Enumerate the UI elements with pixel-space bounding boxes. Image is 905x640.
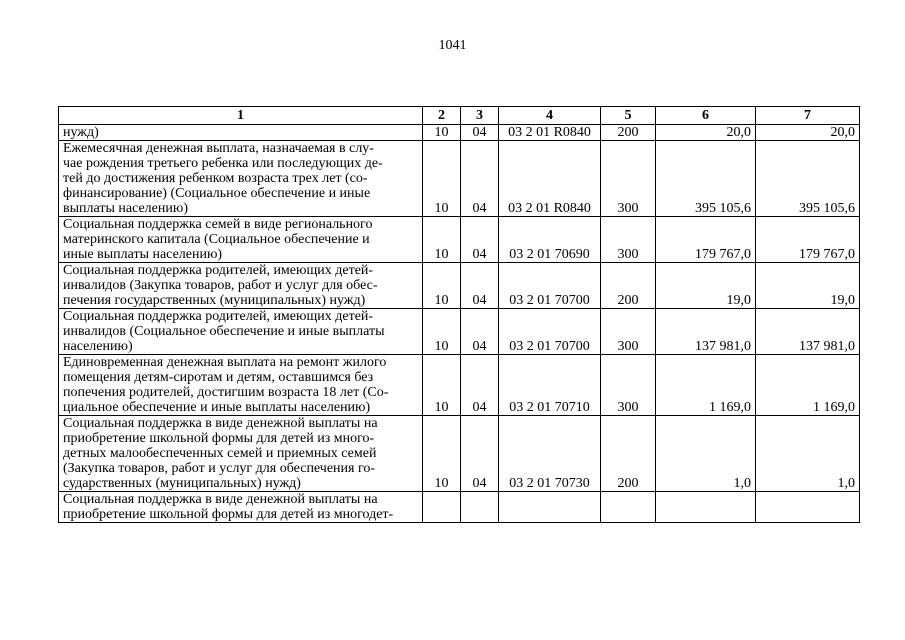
row-target-article: 03 2 01 70690	[499, 217, 601, 263]
row-target-article: 03 2 01 R0840	[499, 125, 601, 141]
row-section-code: 10	[423, 416, 461, 492]
table-row	[59, 263, 860, 309]
row-expense-type: 300	[601, 141, 656, 217]
header-col-1: 1	[59, 107, 423, 125]
row-description: Ежемесячная денежная выплата, назначаемая в слу- чае рождения третьего ребенка или последующих де- тей до достижения ребенком возраста трех лет (со- финансирование) (Социальное обеспечение и иные выплаты населению)	[59, 141, 423, 217]
header-row	[59, 107, 860, 125]
row-target-article: 03 2 01 70700	[499, 263, 601, 309]
row-section-code	[423, 492, 461, 523]
row-amount-col7: 19,0	[756, 263, 860, 309]
row-expense-type: 300	[601, 355, 656, 416]
row-amount-col7: 1 169,0	[756, 355, 860, 416]
row-subsection-code: 04	[461, 217, 499, 263]
row-description: Единовременная денежная выплата на ремонт жилого помещения детям-сиротам и детям, оставшимся без попечения родителей, достигшим возраста 18 лет (Со- циальное обеспечение и иные выплаты населению)	[59, 355, 423, 416]
row-section-code: 10	[423, 309, 461, 355]
page-number: 1041	[438, 38, 467, 53]
table-row	[59, 141, 860, 217]
row-expense-type	[601, 492, 656, 523]
row-amount-col7: 179 767,0	[756, 217, 860, 263]
header-col-4: 4	[499, 107, 601, 125]
row-amount-col7: 137 981,0	[756, 309, 860, 355]
table-row	[59, 217, 860, 263]
row-subsection-code: 04	[461, 141, 499, 217]
row-subsection-code: 04	[461, 355, 499, 416]
row-description: Социальная поддержка семей в виде регионального материнского капитала (Социальное обеспечение и иные выплаты населению)	[59, 217, 423, 263]
table-row	[59, 416, 860, 492]
row-target-article	[499, 492, 601, 523]
row-section-code: 10	[423, 217, 461, 263]
row-target-article: 03 2 01 70730	[499, 416, 601, 492]
row-expense-type: 200	[601, 416, 656, 492]
row-expense-type: 300	[601, 309, 656, 355]
row-description: нужд)	[59, 125, 423, 141]
row-expense-type: 200	[601, 263, 656, 309]
table-row	[59, 309, 860, 355]
row-target-article: 03 2 01 R0840	[499, 141, 601, 217]
header-col-2: 2	[423, 107, 461, 125]
row-subsection-code: 04	[461, 125, 499, 141]
row-amount-col6: 137 981,0	[656, 309, 756, 355]
row-amount-col6: 395 105,6	[656, 141, 756, 217]
row-expense-type: 200	[601, 125, 656, 141]
row-amount-col6: 20,0	[656, 125, 756, 141]
header-col-3: 3	[461, 107, 499, 125]
row-target-article: 03 2 01 70710	[499, 355, 601, 416]
row-expense-type: 300	[601, 217, 656, 263]
table-row	[59, 355, 860, 416]
row-amount-col7: 1,0	[756, 416, 860, 492]
row-description: Социальная поддержка родителей, имеющих детей- инвалидов (Закупка товаров, работ и услуг для обес- печения государственных (муниципальных) нужд)	[59, 263, 423, 309]
row-amount-col6: 1 169,0	[656, 355, 756, 416]
row-amount-col7	[756, 492, 860, 523]
row-description: Социальная поддержка в виде денежной выплаты на приобретение школьной формы для детей из многодет-	[59, 492, 423, 523]
row-subsection-code: 04	[461, 309, 499, 355]
header-col-6: 6	[656, 107, 756, 125]
row-subsection-code	[461, 492, 499, 523]
header-col-7: 7	[756, 107, 860, 125]
row-description: Социальная поддержка родителей, имеющих детей- инвалидов (Социальное обеспечение и иные выплаты населению)	[59, 309, 423, 355]
row-amount-col6	[656, 492, 756, 523]
row-section-code: 10	[423, 125, 461, 141]
row-description: Социальная поддержка в виде денежной выплаты на приобретение школьной формы для детей из много- детных малообеспеченных семей и приемных семей (Закупка товаров, работ и услуг для обеспечения го- сударственных (муниципальных) нужд)	[59, 416, 423, 492]
row-section-code: 10	[423, 355, 461, 416]
row-amount-col7: 20,0	[756, 125, 860, 141]
row-subsection-code: 04	[461, 263, 499, 309]
table-row	[59, 492, 860, 523]
row-amount-col6: 1,0	[656, 416, 756, 492]
row-section-code: 10	[423, 263, 461, 309]
row-amount-col7: 395 105,6	[756, 141, 860, 217]
table-row	[59, 125, 860, 141]
row-section-code: 10	[423, 141, 461, 217]
row-amount-col6: 179 767,0	[656, 217, 756, 263]
budget-table	[58, 106, 860, 523]
row-amount-col6: 19,0	[656, 263, 756, 309]
header-col-5: 5	[601, 107, 656, 125]
row-target-article: 03 2 01 70700	[499, 309, 601, 355]
row-subsection-code: 04	[461, 416, 499, 492]
